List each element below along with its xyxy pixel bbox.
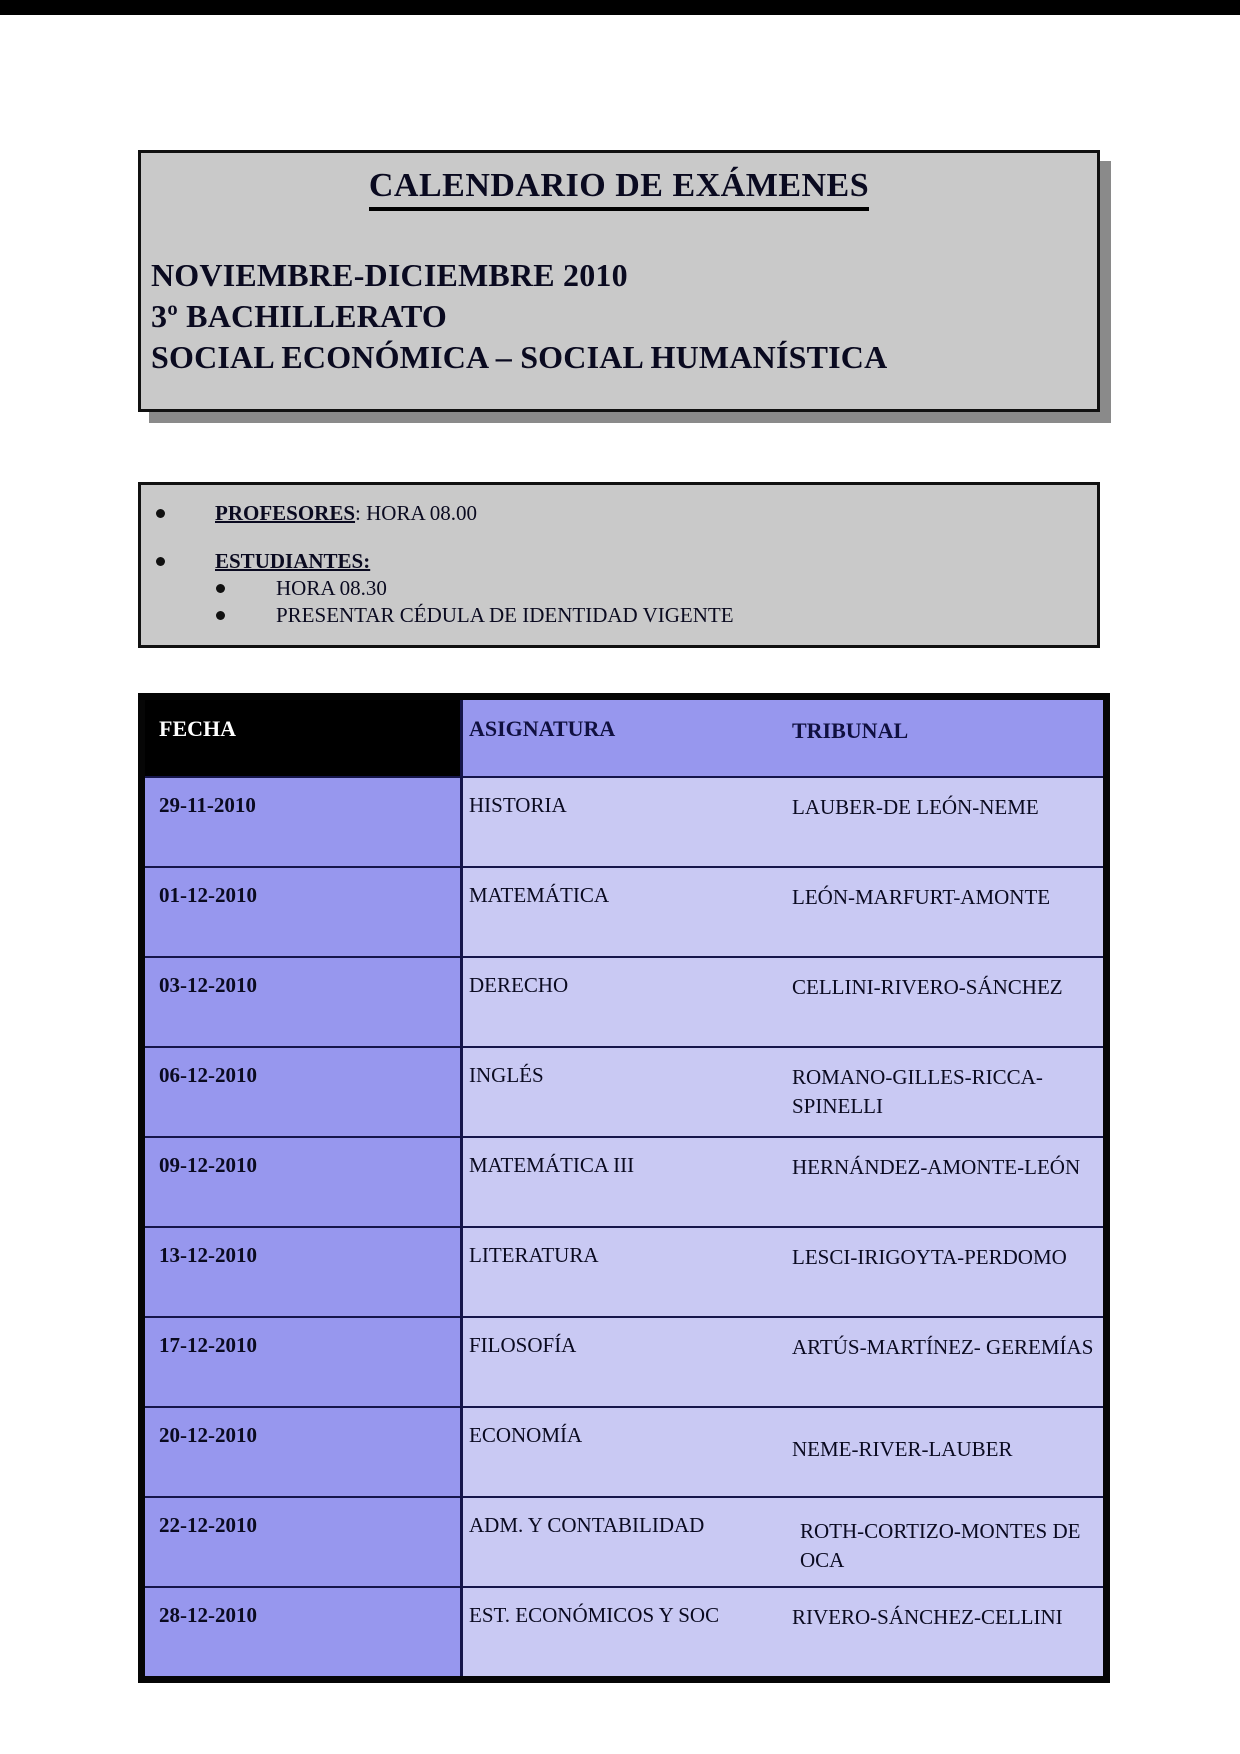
fecha-cell: 01-12-2010 <box>145 868 463 956</box>
students-item <box>141 548 1097 575</box>
tribunal-cell: ROMANO-GILLES-RICCA-SPINELLI <box>790 1048 1103 1136</box>
document-title <box>141 167 1097 211</box>
table-header-row <box>145 700 1103 776</box>
professors-time: : HORA 08.00 <box>355 501 477 525</box>
header-cell-asignatura: ASIGNATURA <box>463 700 790 776</box>
tribunal-cell: NEME-RIVER-LAUBER <box>790 1408 1103 1496</box>
asignatura-cell: FILOSOFÍA <box>463 1318 790 1406</box>
bullet-icon <box>216 611 225 620</box>
asignatura-cell: MATEMÁTICA III <box>463 1138 790 1226</box>
asignatura-cell: HISTORIA <box>463 778 790 866</box>
table-row <box>145 956 1103 1046</box>
professors-item <box>141 500 1097 527</box>
table-row <box>145 1046 1103 1136</box>
document-title-text: CALENDARIO DE EXÁMENES <box>369 167 869 211</box>
table-row <box>145 1226 1103 1316</box>
students-time: HORA 08.30 <box>276 576 387 600</box>
students-sub-item-id <box>141 602 1097 629</box>
tribunal-cell: CELLINI-RIVERO-SÁNCHEZ <box>790 958 1103 1046</box>
subtitle-grade: 3º BACHILLERATO <box>151 298 447 334</box>
subtitle-track: SOCIAL ECONÓMICA – SOCIAL HUMANÍSTICA <box>151 339 888 375</box>
table-row <box>145 1406 1103 1496</box>
table-row <box>145 1586 1103 1676</box>
asignatura-cell: ADM. Y CONTABILIDAD <box>463 1498 790 1586</box>
asignatura-cell: ECONOMÍA <box>463 1408 790 1496</box>
students-label: ESTUDIANTES: <box>215 549 371 573</box>
asignatura-cell: INGLÉS <box>463 1048 790 1136</box>
subtitle-period: NOVIEMBRE-DICIEMBRE 2010 <box>151 257 628 293</box>
document-subtitles <box>151 255 1097 378</box>
fecha-cell: 06-12-2010 <box>145 1048 463 1136</box>
table-row <box>145 1316 1103 1406</box>
fecha-cell: 29-11-2010 <box>145 778 463 866</box>
asignatura-cell: DERECHO <box>463 958 790 1046</box>
table-row <box>145 1496 1103 1586</box>
table-row <box>145 866 1103 956</box>
table-row <box>145 776 1103 866</box>
fecha-cell: 28-12-2010 <box>145 1588 463 1676</box>
fecha-cell: 22-12-2010 <box>145 1498 463 1586</box>
asignatura-cell: LITERATURA <box>463 1228 790 1316</box>
professors-label: PROFESORES <box>215 501 356 525</box>
asignatura-cell: EST. ECONÓMICOS Y SOC <box>463 1588 790 1676</box>
tribunal-cell: ROTH-CORTIZO-MONTES DE OCA <box>790 1498 1103 1586</box>
table-row <box>145 1136 1103 1226</box>
tribunal-cell: HERNÁNDEZ-AMONTE-LEÓN <box>790 1138 1103 1226</box>
exam-table <box>138 693 1110 1683</box>
header-cell-fecha: FECHA <box>145 700 463 776</box>
students-id-requirement: PRESENTAR CÉDULA DE IDENTIDAD VIGENTE <box>276 603 734 627</box>
asignatura-cell: MATEMÁTICA <box>463 868 790 956</box>
bullet-icon <box>156 509 165 518</box>
bullet-icon <box>216 584 225 593</box>
fecha-cell: 03-12-2010 <box>145 958 463 1046</box>
exam-table-rows <box>145 776 1103 1676</box>
tribunal-cell: RIVERO-SÁNCHEZ-CELLINI <box>790 1588 1103 1676</box>
tribunal-cell: LAUBER-DE LEÓN-NEME <box>790 778 1103 866</box>
header-cell-tribunal: TRIBUNAL <box>790 700 1103 776</box>
fecha-cell: 20-12-2010 <box>145 1408 463 1496</box>
info-box <box>138 482 1100 648</box>
fecha-cell: 09-12-2010 <box>145 1138 463 1226</box>
fecha-cell: 17-12-2010 <box>145 1318 463 1406</box>
professors-line <box>215 501 477 525</box>
header-box <box>138 150 1100 412</box>
fecha-cell: 13-12-2010 <box>145 1228 463 1316</box>
students-sub-item-time <box>141 575 1097 602</box>
tribunal-cell: ARTÚS-MARTÍNEZ- GEREMÍAS <box>790 1318 1103 1406</box>
tribunal-cell: LESCI-IRIGOYTA-PERDOMO <box>790 1228 1103 1316</box>
tribunal-cell: LEÓN-MARFURT-AMONTE <box>790 868 1103 956</box>
bullet-icon <box>156 557 165 566</box>
top-bar <box>0 0 1240 15</box>
